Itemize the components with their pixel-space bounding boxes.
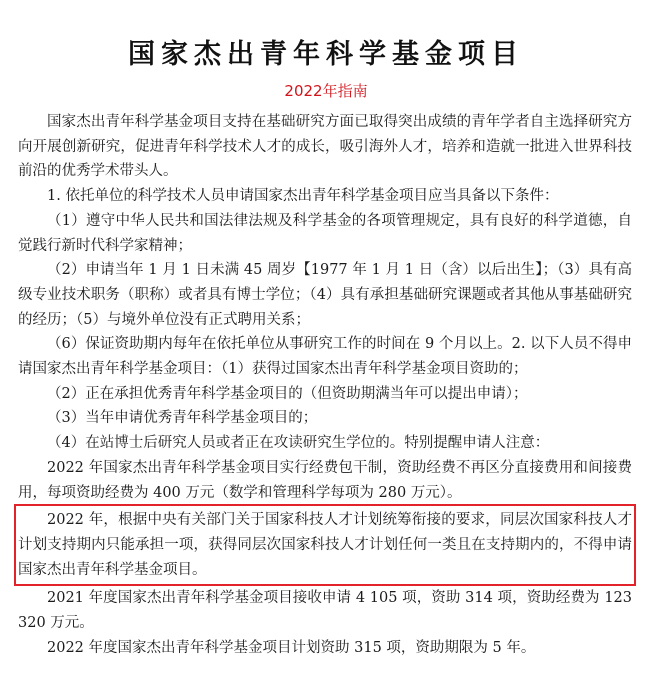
document-subtitle: 2022年指南 bbox=[284, 82, 368, 100]
plan-paragraph: 2022 年度国家杰出青年科学基金项目计划资助 315 项，资助期限为 5 年。 bbox=[47, 639, 536, 656]
highlighted-notice-paragraph: 2022 年，根据中央有关部门关于国家科技人才计划统筹衔接的要求，同层次国家科技人才计划支持期内只能承担一项，获得同层次国家科技人才计划任何一类且在支持期内的，不得申请国家杰出青年科学基金项目。 bbox=[18, 508, 632, 582]
document-body bbox=[18, 110, 632, 660]
exclusion-paragraph: （3）当年申请优秀青年科学基金项目的； bbox=[47, 410, 318, 427]
funding-paragraph: 2022 年国家杰出青年科学基金项目实行经费包干制，资助经费不再区分直接费用和间接费用，每项资助经费为 400 万元（数学和管理科学每项为 280 万元）。 bbox=[18, 459, 632, 501]
intro-paragraph: 国家杰出青年科学基金项目支持在基础研究方面已取得突出成绩的青年学者自主选择研究方向开展创新研究，促进青年科学技术人才的成长，吸引海外人才，培养和造就一批进入世界科技前沿的优秀学术带头人。 bbox=[18, 114, 632, 180]
eligibility-heading: 1. 依托单位的科学技术人员申请国家杰出青年科学基金项目应当具备以下条件： bbox=[47, 188, 559, 205]
condition-paragraph: （2）申请当年 1 月 1 日未满 45 周岁【1977 年 1 月 1 日（含）以后出生】；（3）具有高级专业技术职务（职称）或者具有博士学位；（4）具有承担基础研究课题或者其他从事基础研究的经历；（5）与境外单位没有正式聘用关系； bbox=[18, 262, 632, 328]
condition-paragraph: （1）遵守中华人民共和国法律法规及科学基金的各项管理规定，具有良好的科学道德，自觉践行新时代科学家精神； bbox=[18, 212, 632, 254]
exclusion-paragraph: （4）在站博士后研究人员或者正在攻读研究生学位的。特别提醒申请人注意： bbox=[47, 435, 550, 452]
exclusion-paragraph: （2）正在承担优秀青年科学基金项目的（但资助期满当年可以提出申请）； bbox=[47, 385, 528, 402]
statistics-paragraph: 2021 年度国家杰出青年科学基金项目接收申请 4 105 项，资助 314 项，资助经费为 123 320 万元。 bbox=[18, 590, 632, 632]
condition-paragraph: （6）保证资助期内每年在依托单位从事研究工作的时间在 9 个月以上。2. 以下人员不得申请国家杰出青年科学基金项目：（1）获得过国家杰出青年科学基金项目资助的； bbox=[18, 336, 632, 378]
document-title: 国家杰出青年科学基金项目 bbox=[128, 39, 524, 70]
